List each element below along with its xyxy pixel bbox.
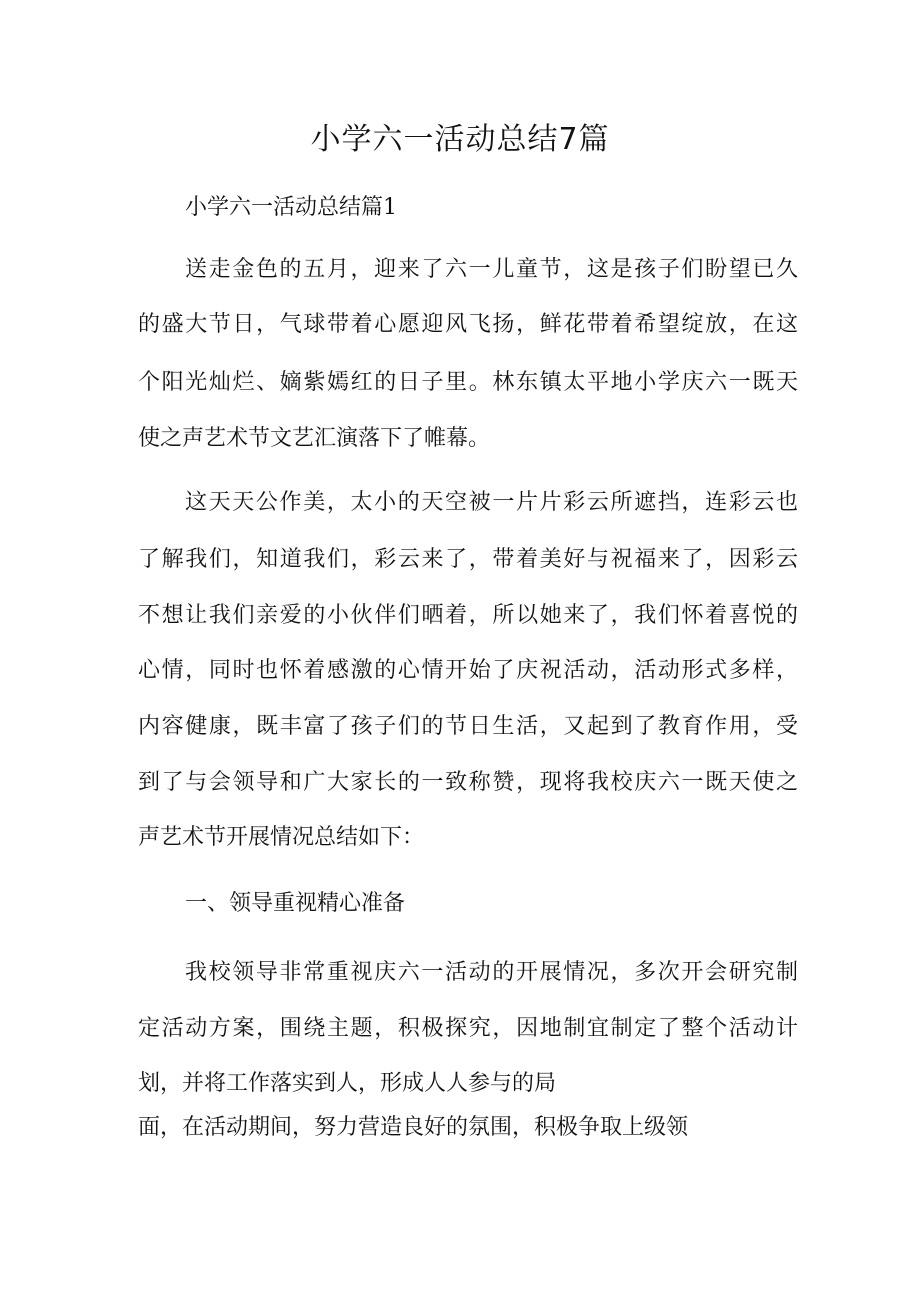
paragraph-line: 的盛大节日，气球带着心愿迎风飞扬，鲜花带着希望绽放，在这: [138, 312, 798, 337]
paragraph-line: 使之声艺术节文艺汇演落下了帷幕。: [138, 426, 491, 451]
section-heading: 一、领导重视精心准备: [185, 891, 406, 916]
paragraph-line: 个阳光灿烂、嫡紫嫣红的日子里。林东镇太平地小学庆六一既天: [138, 370, 798, 395]
paragraph-line: 声艺术节开展情况总结如下：: [138, 825, 425, 850]
paragraph-line: 不想让我们亲爱的小伙伴们晒着，所以她来了，我们怀着喜悦的: [138, 603, 798, 628]
paragraph-line: 内容健康，既丰富了孩子们的节日生活，又起到了教育作用，受: [138, 714, 798, 739]
paragraph-line: 面，在活动期间，努力营造良好的氛围，积极争取上级领: [138, 1115, 689, 1140]
section-title: 小学六一活动总结篇1: [185, 195, 397, 220]
paragraph-line: 心情，同时也怀着感激的心情开始了庆祝活动，活动形式多样，: [138, 658, 798, 683]
paragraph-line: 这天天公作美，太小的天空被一片片彩云所遮挡，连彩云也: [185, 490, 798, 515]
paragraph-line: 到了与会领导和广大家长的一致称赞，现将我校庆六一既天使之: [138, 770, 798, 795]
paragraph-line: 划，并将工作落实到人，形成人人参与的局: [138, 1071, 557, 1096]
paragraph-line: 送走金色的五月，迎来了六一儿童节，这是孩子们盼望已久: [185, 257, 798, 282]
paragraph-line: 我校领导非常重视庆六一活动的开展情况，多次开会研究制: [185, 960, 798, 985]
paragraph-line: 定活动方案，围绕主题，积极探究，因地制宜制定了整个活动计: [138, 1016, 798, 1041]
document-title: 小学六一活动总结7篇: [310, 122, 610, 157]
paragraph-line: 了解我们，知道我们，彩云来了，带着美好与祝福来了，因彩云: [138, 547, 798, 572]
